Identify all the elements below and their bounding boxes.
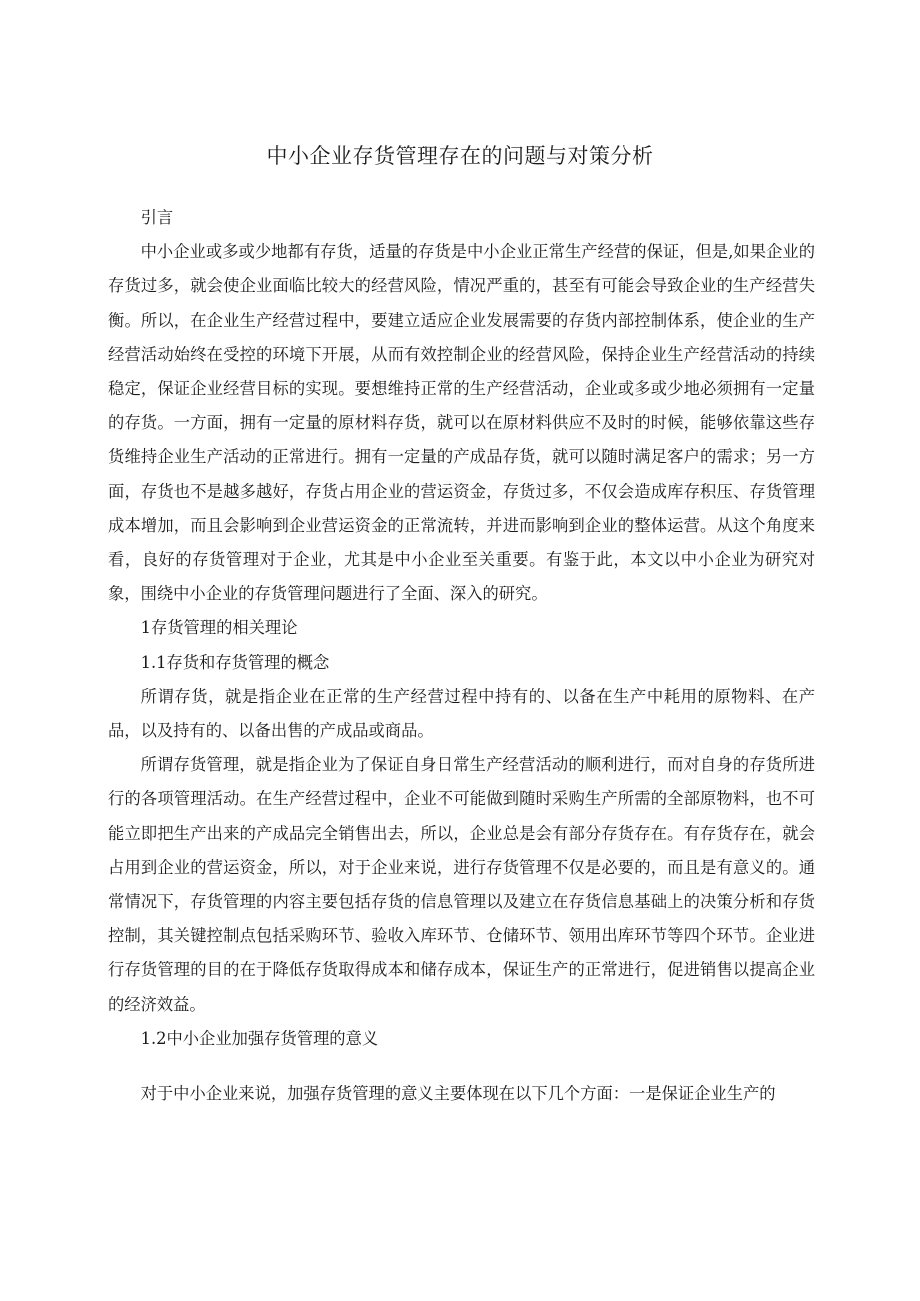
document-body: [108, 201, 815, 1111]
heading-section-1-1: 1.1存货和存货管理的概念: [140, 652, 330, 672]
heading-introduction: 引言: [140, 208, 174, 227]
paragraph-inventory-management-definition: 所谓存货管理，就是指企业为了保证自身日常生产经营活动的顺利进行，而对自身的存货所进行的各项管理活动。在生产经营过程中，企业不可能做到随时采购生产所需的全部原物料，也不可能立即把生产出来的产成品完全销售出去，所以，企业总是会有部分存货存在。有存货存在，就会占用到企业的营运资金，所以，对于企业来说，进行存货管理不仅是必要的，而且是有意义的。通常情况下，存货管理的内容主要包括存货的信息管理以及建立在存货信息基础上的决策分析和存货控制，其关键控制点包括采购环节、验收入库环节、仓储环节、领用出库环节等四个环节。企业进行存货管理的目的在于降低存货取得成本和储存成本，保证生产的正常进行，促进销售以提高企业的经济效益。: [108, 755, 815, 1014]
paragraph-introduction: 中小企业或多或少地都有存货，适量的存货是中小企业正常生产经营的保证，但是,如果企业的存货过多，就会使企业面临比较大的经营风险，情况严重的，甚至有可能会导致企业的生产经营失衡。所以，在企业生产经营过程中，要建立适应企业发展需要的存货内部控制体系，使企业的生产经营活动始终在受控的环境下开展，从而有效控制企业的经营风险，保持企业生产经营活动的持续稳定，保证企业经营目标的实现。要想维持正常的生产经营活动，企业或多或少地必须拥有一定量的存货。一方面，拥有一定量的原材料存货，就可以在原材料供应不及时的时候，能够依靠这些存货维持企业生产活动的正常进行。拥有一定量的产成品存货，就可以随时满足客户的需求；另一方面，存货也不是越多越好，存货占用企业的营运资金，存货过多，不仅会造成库存积压、存货管理成本增加，而且会影响到企业营运资金的正常流转，并进而影响到企业的整体运营。从这个角度来看，良好的存货管理对于企业，尤其是中小企业至关重要。有鉴于此，本文以中小企业为研究对象，围绕中小企业的存货管理问题进行了全面、深入的研究。: [108, 242, 815, 604]
heading-section-1-2: 1.2中小企业加强存货管理的意义: [140, 1028, 379, 1048]
paragraph-inventory-definition: 所谓存货，就是指企业在正常的生产经营过程中持有的、以备在生产中耗用的原物料、在产品，以及持有的、以备出售的产成品或商品。: [108, 686, 815, 741]
heading-section-1: 1存货管理的相关理论: [140, 618, 298, 638]
paragraph-significance: 对于中小企业来说，加强存货管理的意义主要体现在以下几个方面：一是保证企业生产的: [140, 1084, 776, 1104]
document-title: 中小企业存货管理存在的问题与对策分析: [266, 144, 654, 169]
